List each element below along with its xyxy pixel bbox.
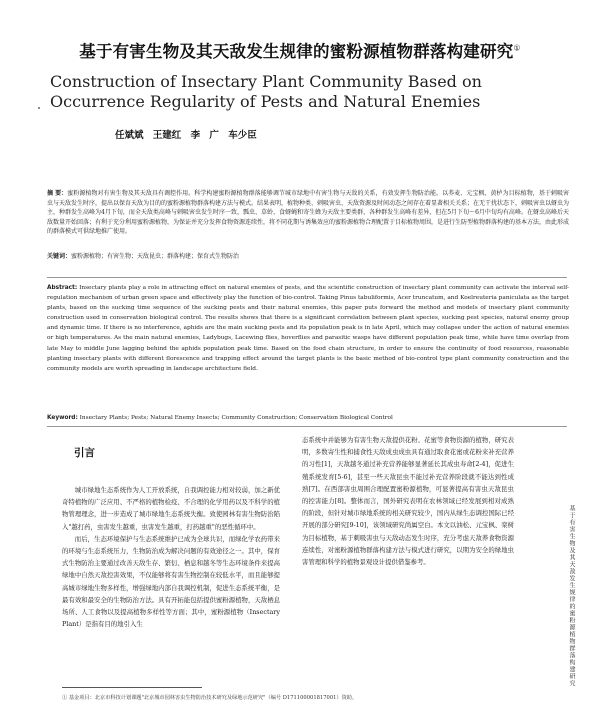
paper-title-english: Construction of Insectary Plant Community Based on Occurrence Regularity of Pests and Natural Enemies [50, 72, 482, 111]
margin-running-title: 基于有害生物及其天敌发生规律的蜜粉源植物群落构建研究 [568, 505, 575, 687]
footnote-funding: ① 基金项目：北京市科技计划课题"北京城市园林害虫生物防治技术研究及绿地示范研究"（编号 D171100001817001）资助。 [62, 695, 358, 701]
abstract-chinese-text: 蜜粉源植物对有害生物及其天敌具有调控作用。科学构建蜜粉源植物群落能够调节城市绿地中有害生物与天敌的关系，有效发挥生物防治能。以荞麦、元宝枫、黄栌为目标植物，基于刺吸害虫与天敌发生时序，提出以保育天敌为目的的蜜粉源植物群落构建方法与模式。结果表明，植物种类、刺吸害虫、天敌资源及时间动态之间存在着显著相关关系；在无干扰状态下，刺吸害虫以蚜虫为主，种群发生高峰为4月下旬，而全天敌类高峰与刺吸害虫发生时序一致，瓢虫、草蛉、食蚜蝇和寄生蜂为天敌主要类群，各种群发生高峰有差异，但在5月下旬～6月中旬均有高峰。在蚜虫高峰后天敌数量开始回落；有利于充分利用蜜粉源植物，为保证并充分发挥食物资源连续性，将不同花期与诱集效应的蜜粉源植物合理配置于目标植物周围，是进行生防型植物群落构建的基本方法，由此形成的群落模式可供绿地推广使用。 [47, 190, 570, 236]
keywords-chinese [47, 252, 569, 262]
title-footnote-mark: ① [513, 43, 521, 53]
keywords-english-label: Keyword: [47, 415, 78, 421]
keywords-english [47, 414, 569, 424]
body-paragraph: 城市绿地生态系统作为人工开放系统，自我调控能力相对较弱，加之新优奇特植物的广泛应用、不严格的植物检疫、不合理的化学用药以及不科学的植物管理理念，进一步造成了城市绿地生态系统失衡。致使园林有害生物防治陷入"越打药，虫害发生越重，虫害发生越重，打药越重"的恶性循环中。 [62, 486, 280, 531]
keywords-chinese-label: 关键词： [47, 253, 72, 260]
abstract-chinese [47, 189, 569, 237]
section-heading-introduction: 引言 [74, 447, 95, 459]
abstract-chinese-label: 摘 要： [47, 190, 68, 197]
body-paragraph: 态系统中并能够为有害生物天敌提供花粉、花蜜等食物资源的植物，研究表明，多数寄生性和捕食性天敌成虫成虫具有通过取食花蜜或花粉来补充营养的习性[1]，天敌越冬通过补充营养能够显著延长其成虫寿命[2-4]，促进生殖系统发育[5-6]，甚至一些天敌昆虫不能过补充营养阶段就不能达到性成熟[7]。在西部害虫周围合理配置蜜粉源植物，可显著提高有害虫天敌昆虫的控害能力[8]。整体而言，国外研究表明在农林领域已经发展到相对成熟的阶段，但针对城市绿地系统的相关研究较少，国内从绿生态调控国际已经开展的部分研究[9-10]，该领域研究尚属空白。本文以油松、元宝枫、栾树为目标植物，基于刺吸害虫与天敌动态发生时序，充分考虑天敌养食物资源连续性，对蜜粉源植物群落构建方法与模式进行研究，以期为安全的绿地虫害管理和科学的植物景观设计提供借鉴参考。 [302, 436, 514, 567]
divider-top [47, 277, 567, 278]
footnote-rule [62, 687, 202, 688]
keywords-chinese-text: 蜜粉源植物；有害生物；天敌昆虫；群落构建；保育式生物防治 [71, 253, 240, 260]
author-list: 任斌斌 王建红 李 广 车少臣 [115, 130, 257, 141]
abstract-english [47, 283, 569, 374]
paper-title-chinese: 基于有害生物及其天敌发生规律的蜜粉源植物群落构建研究① [79, 42, 521, 61]
body-column-left [62, 484, 280, 630]
divider-bottom [47, 426, 567, 427]
decorative-dot [38, 107, 40, 109]
body-paragraph: 而后，生态环境保护与生态系统维护已成为全球共识，而绿化学农药带来的环境与生态系统压力，生物防治成为解决问题的有效途径之一。其中，保育式生物防治主要通过改善天敌生存、繁衍、栖息和越冬等生态环境条件来提高绿地中自然天敌控害效果，不仅能够将有害生物控制在较低水平，而且能够提高城市绿地生物多样性，增强绿地内部自我调控机制，促进生态系统平衡，是最有效和最安全的生物防治方法。具有开拓能包括提供蜜粉源植物，天敌栖息场所、人工食物以及提高植物多样性等方面；其中，蜜粉源植物（Insectary Plant）是指有目的地引入生 [62, 534, 280, 629]
keywords-english-text: Insectary Plants; Pests; Natural Enemy Insects; Community Construction; Conservation Biological Control [79, 415, 393, 421]
abstract-english-label: Abstract: [47, 285, 78, 291]
body-column-right [302, 434, 514, 568]
abstract-english-text: Insectary plants play a role in attracting effect on natural enemies of pests, and the scientific construction of insectary plant community can activate the interval self-regulation mechanism of urban green space and effectively play the function of bio-control. Taking Pinus tabuliformis, Acer truncatum, and Koelreuteria paniculata as the target plants, based on the sucking time sequence of the sucking pests and their natural enemies, this paper puts forward the method and models of insectary plant community construction used in conservation biological control. The results shows that there is a significant correlation between plant species, sucking pest species, natural enemy group and dynamic time. If there is no interference, aphids are the main sucking pests and its population peak is in late April, which may collapse under the action of natural enemies or high temperatures. As the main natural enemies, Ladybugs, Lacewing flies, hoverflies and parasitic wasps have different population peak time, while have time overlap from late May to middle June lagging behind the aphids population peak time. Based on the food chain structure, in order to ensure the continuity of food resources, reasonable planting insectary plants with different florescence and trapping effect around the target plants is the basic method of bio-control type plant community construction and the community models are worth spreading in landscape architecture field. [47, 285, 570, 372]
